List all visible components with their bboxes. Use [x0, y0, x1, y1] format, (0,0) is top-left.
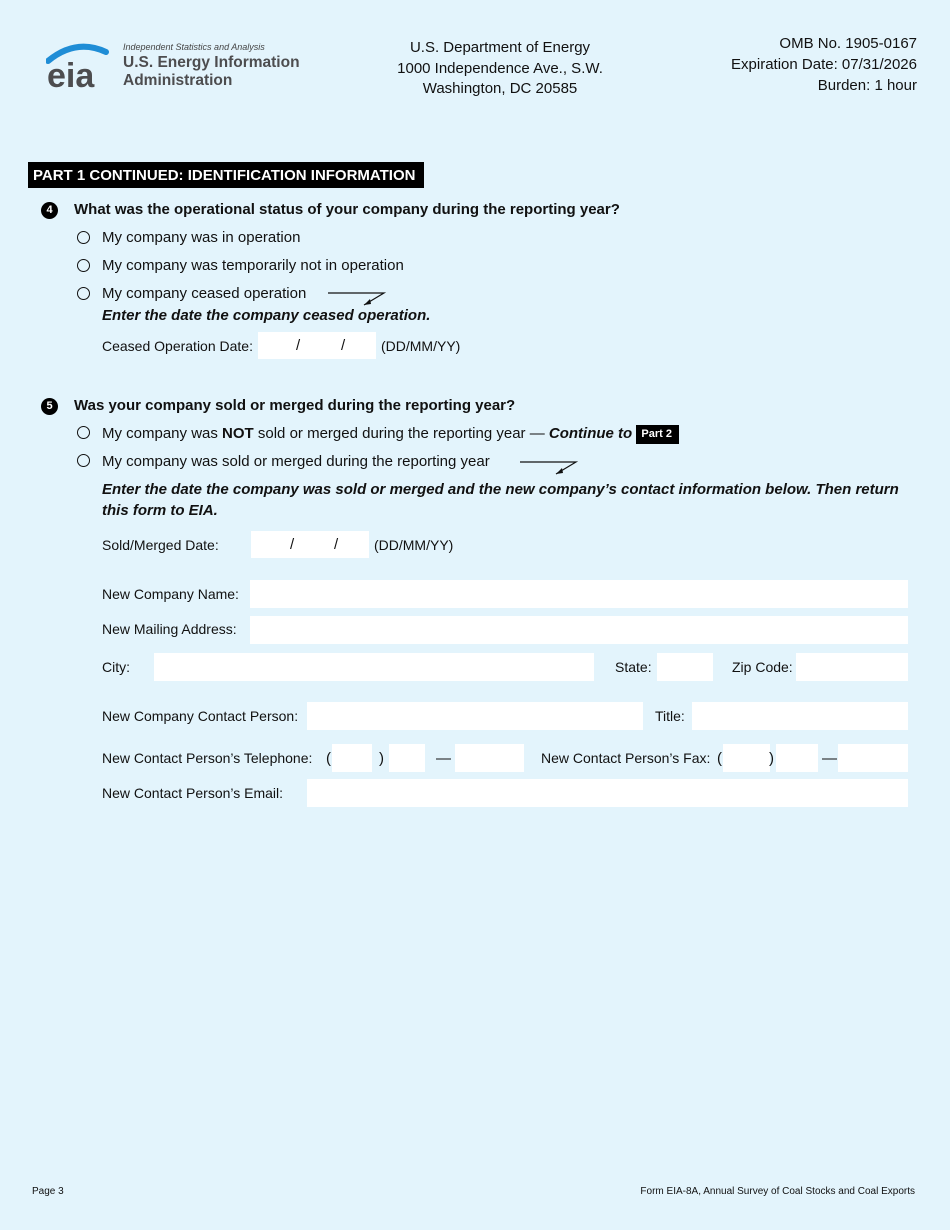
- omb-number: OMB No. 1905-0167: [779, 35, 917, 52]
- mailing-address-label: New Mailing Address:: [102, 621, 237, 637]
- sold-date-format: (DD/MM/YY): [374, 537, 454, 553]
- arrow-icon: [518, 460, 580, 478]
- contact-person-input[interactable]: [307, 702, 643, 730]
- ceased-date-format: (DD/MM/YY): [381, 338, 461, 354]
- eia-logo: [46, 40, 316, 96]
- sold-date-label: Sold/Merged Date:: [102, 537, 219, 553]
- logo-tagline: Independent Statistics and Analysis: [123, 42, 265, 52]
- company-name-input[interactable]: [250, 580, 908, 608]
- option-temporarily-not-operating-label: My company was temporarily not in operation: [102, 257, 404, 274]
- part-2-badge: Part 2: [636, 425, 679, 444]
- fax-close-paren: ): [769, 750, 774, 767]
- telephone-label: New Contact Person’s Telephone:: [102, 750, 313, 766]
- ceased-date-sep-2: /: [341, 337, 346, 354]
- company-name-label: New Company Name:: [102, 586, 239, 602]
- form-title-footer: Form EIA-8A, Annual Survey of Coal Stocks and Coal Exports: [640, 1186, 915, 1197]
- ceased-instruction: Enter the date the company ceased operation.: [102, 307, 431, 324]
- fax-dash: —: [822, 750, 837, 767]
- telephone-prefix-input[interactable]: [389, 744, 425, 772]
- fax-open-paren: (: [717, 750, 722, 767]
- zip-input[interactable]: [796, 653, 908, 681]
- radio-temporarily-not-operating[interactable]: [77, 259, 90, 272]
- omb-info: [731, 33, 917, 96]
- contact-person-label: New Company Contact Person:: [102, 708, 299, 724]
- address-line1: U.S. Department of Energy: [409, 39, 591, 56]
- address-line2: 1000 Independence Ave., S.W.: [397, 59, 603, 77]
- ceased-date-label: Ceased Operation Date:: [102, 338, 253, 354]
- telephone-line-input[interactable]: [455, 744, 524, 772]
- page-number: Page 3: [32, 1186, 64, 1197]
- email-input[interactable]: [307, 779, 908, 807]
- city-input[interactable]: [154, 653, 594, 681]
- radio-in-operation[interactable]: [77, 231, 90, 244]
- fax-line-input[interactable]: [838, 744, 908, 772]
- agency-address: [370, 38, 630, 100]
- option-in-operation-label: My company was in operation: [102, 229, 301, 246]
- ceased-date-input[interactable]: [258, 332, 376, 359]
- city-label: City:: [102, 659, 130, 675]
- option-sold-merged-label: My company was sold or merged during the reporting year: [102, 453, 490, 470]
- continue-to-text: Continue to: [548, 425, 633, 442]
- sold-date-sep-2: /: [334, 536, 339, 553]
- telephone-close-paren: ): [379, 750, 384, 767]
- eia-logo-letters: eia: [47, 57, 95, 95]
- title-label: Title:: [655, 708, 685, 724]
- state-label: State:: [615, 659, 652, 675]
- fax-label: New Contact Person’s Fax:: [541, 750, 711, 766]
- telephone-area-code-input[interactable]: [332, 744, 372, 772]
- state-input[interactable]: [657, 653, 713, 681]
- address-line3: Washington, DC 20585: [422, 80, 578, 97]
- zip-label: Zip Code:: [732, 659, 793, 675]
- radio-not-sold-merged[interactable]: [77, 426, 90, 439]
- radio-ceased-operation[interactable]: [77, 287, 90, 300]
- sold-date-sep-1: /: [290, 536, 295, 553]
- telephone-dash: —: [436, 750, 451, 767]
- question-5-text: Was your company sold or merged during the reporting year?: [74, 397, 516, 414]
- sold-merged-instruction: Enter the date the company was sold or merged and the new company’s contact information below. Then return this form to EIA.: [102, 481, 899, 519]
- eia-logo-mark: [46, 40, 118, 96]
- email-label: New Contact Person’s Email:: [102, 785, 284, 801]
- telephone-open-paren: (: [326, 750, 331, 767]
- question-5-number: 5: [41, 398, 58, 415]
- logo-line2: Administration: [123, 72, 233, 89]
- ceased-date-sep-1: /: [296, 337, 301, 354]
- expiration-date: Expiration Date: 07/31/2026: [731, 56, 917, 73]
- title-input[interactable]: [692, 702, 908, 730]
- fax-prefix-input[interactable]: [776, 744, 818, 772]
- question-4-number: 4: [41, 202, 58, 219]
- option-not-sold-merged-label: My company was NOT sold or merged during the reporting year — Continue to Part 2: [102, 425, 679, 444]
- question-4-text: What was the operational status of your company during the reporting year?: [74, 201, 620, 218]
- sold-date-input[interactable]: [251, 531, 369, 558]
- mailing-address-input[interactable]: [250, 616, 908, 644]
- logo-line1: U.S. Energy Information: [123, 54, 300, 71]
- burden: Burden: 1 hour: [817, 77, 917, 94]
- section-title: PART 1 CONTINUED: IDENTIFICATION INFORMATION: [28, 162, 424, 188]
- fax-area-code-input[interactable]: [723, 744, 770, 772]
- radio-sold-merged[interactable]: [77, 454, 90, 467]
- option-ceased-operation-label: My company ceased operation: [102, 285, 307, 302]
